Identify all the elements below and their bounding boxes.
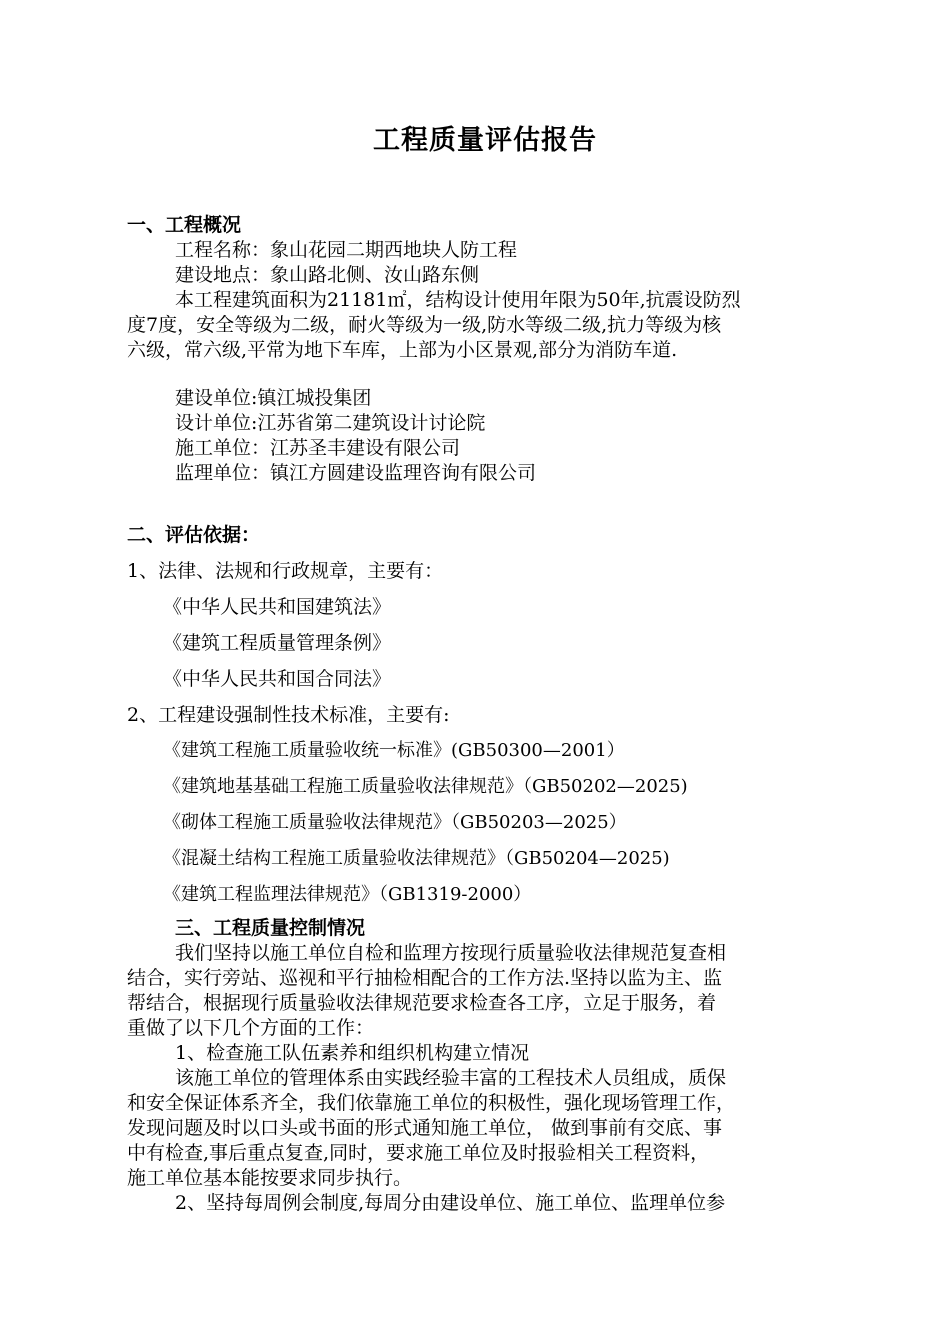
construction-unit: 建设单位:镇江城投集团 [175, 387, 372, 409]
page-title: 工程质量评估报告 [373, 125, 597, 156]
project-description-line: 度7度，安全等级为二级，耐火等级为一级,防水等级二级,抗力等级为核 [127, 314, 722, 336]
supervision-unit: 监理单位：镇江方圆建设监理咨询有限公司 [175, 462, 537, 484]
item1-line: 和安全保证体系齐全，我们依靠施工单位的积极性，强化现场管理工作， [127, 1092, 736, 1114]
item1-line: 发现问题及时以口头或书面的形式通知施工单位， 做到事前有交底、事 [127, 1117, 723, 1139]
builder-unit: 施工单位：江苏圣丰建设有限公司 [175, 437, 461, 459]
design-unit: 设计单位:江苏省第二建筑设计讨论院 [175, 412, 486, 434]
intro-line: 重做了以下几个方面的工作： [127, 1017, 375, 1039]
standard-item: 《混凝土结构工程施工质量验收法律规范》（GB50204—2025) [163, 848, 670, 869]
section-heading-quality-control: 三、工程质量控制情况 [175, 917, 366, 939]
section-heading-overview: 一、工程概况 [127, 214, 242, 236]
project-name: 工程名称：象山花园二期西地块人防工程 [175, 239, 518, 261]
standard-item: 《建筑工程监理法律规范》（GB1319-2000） [163, 884, 532, 905]
law-item: 《中华人民共和国建筑法》 [163, 596, 392, 618]
intro-line: 我们坚持以施工单位自检和监理方按现行质量验收法律规范复查相 [175, 942, 727, 964]
standard-item: 《建筑工程施工质量验收统一标准》(GB50300—2001） [163, 740, 625, 761]
project-description-line: 本工程建筑面积为21181㎡，结构设计使用年限为50年,抗震设防烈 [175, 289, 741, 311]
item2-line: 2、坚持每周例会制度,每周分由建设单位、施工单位、监理单位参 [175, 1192, 726, 1214]
standards-heading: 2、工程建设强制性技术标准，主要有: [127, 704, 450, 726]
section-heading-basis: 二、评估依据： [127, 524, 261, 546]
item1-line: 该施工单位的管理体系由实践经验丰富的工程技术人员组成，质保 [175, 1067, 727, 1089]
item1-heading: 1、检查施工队伍素养和组织机构建立情况 [175, 1042, 530, 1064]
intro-line: 帮结合，根据现行质量验收法律规范要求检查各工序，立足于服务，着 [127, 992, 717, 1014]
item1-line: 施工单位基本能按要求同步执行。 [127, 1167, 413, 1189]
standard-item: 《砌体工程施工质量验收法律规范》（GB50203—2025） [163, 812, 627, 833]
intro-line: 结合，实行旁站、巡视和平行抽检相配合的工作方法.坚持以监为主、监 [127, 967, 723, 989]
laws-heading: 1、法律、法规和行政规章，主要有： [127, 560, 444, 582]
project-description-line: 六级，常六级,平常为地下车库，上部为小区景观,部分为消防车道. [127, 339, 678, 361]
law-item: 《建筑工程质量管理条例》 [163, 632, 392, 654]
law-item: 《中华人民共和国合同法》 [163, 668, 392, 690]
project-location: 建设地点：象山路北侧、汝山路东侧 [175, 264, 480, 286]
standard-item: 《建筑地基基础工程施工质量验收法律规范》（GB50202—2025) [163, 776, 688, 797]
item1-line: 中有检查,事后重点复查,同时，要求施工单位及时报验相关工程资料， [127, 1142, 710, 1164]
